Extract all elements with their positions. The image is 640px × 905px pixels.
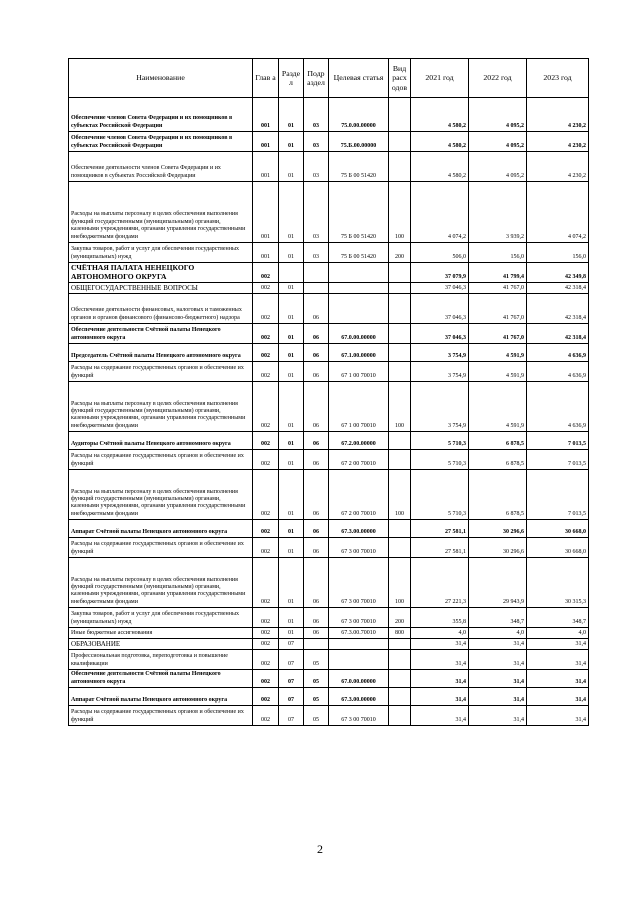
table-row <box>69 324 589 344</box>
cell-exp-type <box>389 432 411 450</box>
cell-2022: 41 767,0 <box>469 324 527 344</box>
cell-chapter: 002 <box>253 450 279 470</box>
header-2022: 2022 год <box>469 59 527 98</box>
cell-2023: 30 668,0 <box>527 520 589 538</box>
cell-target: 75.Б.00.00000 <box>329 132 389 152</box>
cell-2022: 4 095,2 <box>469 152 527 182</box>
cell-target: 67 3 00 70010 <box>329 608 389 628</box>
cell-2023: 31,4 <box>527 688 589 706</box>
header-subsection: Подр аздел <box>304 59 329 98</box>
cell-section: 01 <box>279 294 304 324</box>
cell-subsection: 06 <box>304 470 329 520</box>
cell-section: 01 <box>279 344 304 362</box>
cell-exp-type: 200 <box>389 243 411 263</box>
table-row <box>69 628 589 639</box>
cell-2021: 5 710,3 <box>411 450 469 470</box>
table-row <box>69 382 589 432</box>
cell-target: 75 Б 00 51420 <box>329 152 389 182</box>
cell-target: 67 3 00 70010 <box>329 538 389 558</box>
cell-chapter: 002 <box>253 639 279 650</box>
cell-exp-type <box>389 324 411 344</box>
cell-2021: 31,4 <box>411 706 469 726</box>
cell-2021: 31,4 <box>411 670 469 688</box>
cell-2022: 31,4 <box>469 688 527 706</box>
cell-section: 01 <box>279 520 304 538</box>
table-row <box>69 98 589 132</box>
cell-2021: 5 710,3 <box>411 432 469 450</box>
table-row <box>69 558 589 608</box>
cell-target: 75 Б 00 51420 <box>329 182 389 243</box>
cell-chapter: 002 <box>253 628 279 639</box>
cell-2022: 41 767,0 <box>469 283 527 294</box>
cell-exp-type <box>389 706 411 726</box>
cell-subsection: 06 <box>304 344 329 362</box>
cell-target: 67 1 00 70010 <box>329 362 389 382</box>
cell-section: 07 <box>279 639 304 650</box>
cell-subsection: 03 <box>304 132 329 152</box>
budget-table <box>68 58 589 726</box>
cell-subsection: 06 <box>304 294 329 324</box>
cell-chapter: 002 <box>253 706 279 726</box>
cell-2021: 506,0 <box>411 243 469 263</box>
header-section: Разде л <box>279 59 304 98</box>
cell-chapter: 002 <box>253 432 279 450</box>
cell-name: Иные бюджетные ассигнования <box>69 628 253 639</box>
cell-2021: 37 046,3 <box>411 324 469 344</box>
cell-name: СЧЁТНАЯ ПАЛАТА НЕНЕЦКОГО АВТОНОМНОГО ОКРУГА <box>69 263 253 283</box>
header-exp-type: Вид расх одов <box>389 59 411 98</box>
cell-name: Профессиональная подготовка, переподготовка и повышение квалификации <box>69 650 253 670</box>
cell-chapter: 002 <box>253 344 279 362</box>
table-row <box>69 432 589 450</box>
cell-2023: 42 318,4 <box>527 283 589 294</box>
table-row <box>69 243 589 263</box>
cell-exp-type <box>389 152 411 182</box>
cell-2021: 37 046,3 <box>411 294 469 324</box>
cell-chapter: 002 <box>253 558 279 608</box>
cell-2023: 4 230,2 <box>527 132 589 152</box>
table-row <box>69 639 589 650</box>
cell-name: ОБРАЗОВАНИЕ <box>69 639 253 650</box>
table-row <box>69 344 589 362</box>
cell-name: Обеспечение членов Совета Федерации и их помощников в субъектах Российской Федерации <box>69 132 253 152</box>
cell-chapter: 002 <box>253 263 279 283</box>
cell-chapter: 001 <box>253 182 279 243</box>
cell-2021: 3 754,9 <box>411 362 469 382</box>
cell-subsection: 06 <box>304 324 329 344</box>
cell-2023: 31,4 <box>527 706 589 726</box>
table-row <box>69 182 589 243</box>
cell-2023: 156,0 <box>527 243 589 263</box>
cell-2021: 31,4 <box>411 639 469 650</box>
cell-2021: 4 580,2 <box>411 152 469 182</box>
cell-target: 67 2 00 70010 <box>329 450 389 470</box>
cell-subsection: 06 <box>304 538 329 558</box>
table-row <box>69 520 589 538</box>
cell-chapter: 002 <box>253 670 279 688</box>
cell-2023: 4 636,9 <box>527 382 589 432</box>
cell-2021: 355,8 <box>411 608 469 628</box>
cell-chapter: 002 <box>253 382 279 432</box>
cell-chapter: 001 <box>253 98 279 132</box>
cell-name: ОБЩЕГОСУДАРСТВЕННЫЕ ВОПРОСЫ <box>69 283 253 294</box>
cell-section: 07 <box>279 670 304 688</box>
cell-name: Расходы на содержание государственных органов и обеспечение их функций <box>69 362 253 382</box>
cell-chapter: 002 <box>253 520 279 538</box>
cell-2022: 31,4 <box>469 639 527 650</box>
table-row <box>69 650 589 670</box>
cell-name: Расходы на выплаты персоналу в целях обеспечения выполнения функций государственными (муниципальными) органами, казенными учреждениями, органами управления государственными внебюджетными фондами <box>69 382 253 432</box>
cell-exp-type <box>389 263 411 283</box>
cell-target: 67.3.00.00000 <box>329 688 389 706</box>
header-chapter: Глав а <box>253 59 279 98</box>
cell-2022: 4,0 <box>469 628 527 639</box>
table-row <box>69 688 589 706</box>
cell-target <box>329 263 389 283</box>
cell-section: 01 <box>279 558 304 608</box>
cell-exp-type <box>389 344 411 362</box>
cell-target: 67.3.00.70010 <box>329 628 389 639</box>
table-body <box>69 98 589 726</box>
cell-2021: 3 754,9 <box>411 382 469 432</box>
cell-2021: 37 046,3 <box>411 283 469 294</box>
cell-chapter: 002 <box>253 324 279 344</box>
table-row <box>69 152 589 182</box>
cell-target: 67.1.00.00000 <box>329 344 389 362</box>
cell-2023: 7 013,5 <box>527 450 589 470</box>
cell-section: 01 <box>279 628 304 639</box>
cell-2022: 30 296,6 <box>469 538 527 558</box>
table-row <box>69 538 589 558</box>
cell-name: Расходы на содержание государственных органов и обеспечение их функций <box>69 706 253 726</box>
cell-exp-type <box>389 688 411 706</box>
table-header-row <box>69 59 589 98</box>
header-2023: 2023 год <box>527 59 589 98</box>
cell-2022: 6 878,5 <box>469 470 527 520</box>
cell-exp-type <box>389 294 411 324</box>
cell-section: 01 <box>279 362 304 382</box>
cell-name: Аудиторы Счётной палаты Ненецкого автономного округа <box>69 432 253 450</box>
cell-section: 01 <box>279 538 304 558</box>
cell-chapter: 002 <box>253 650 279 670</box>
cell-subsection: 03 <box>304 98 329 132</box>
cell-2023: 42 318,4 <box>527 294 589 324</box>
cell-section: 07 <box>279 650 304 670</box>
cell-exp-type: 100 <box>389 558 411 608</box>
cell-subsection: 06 <box>304 608 329 628</box>
table-row <box>69 283 589 294</box>
cell-exp-type <box>389 450 411 470</box>
cell-2022: 31,4 <box>469 650 527 670</box>
cell-target: 75.0.00.00000 <box>329 98 389 132</box>
cell-2021: 31,4 <box>411 650 469 670</box>
cell-section: 01 <box>279 182 304 243</box>
cell-exp-type <box>389 538 411 558</box>
cell-chapter: 002 <box>253 362 279 382</box>
cell-target: 67.2.00.00000 <box>329 432 389 450</box>
cell-chapter: 001 <box>253 243 279 263</box>
cell-2021: 4 580,2 <box>411 98 469 132</box>
cell-name: Обеспечение деятельности членов Совета Федерации и их помощников в субъектах Российской Федерации <box>69 152 253 182</box>
cell-section: 01 <box>279 132 304 152</box>
cell-exp-type: 800 <box>389 628 411 639</box>
cell-subsection: 05 <box>304 650 329 670</box>
cell-exp-type: 100 <box>389 470 411 520</box>
cell-target <box>329 639 389 650</box>
cell-chapter: 002 <box>253 294 279 324</box>
cell-chapter: 002 <box>253 608 279 628</box>
cell-2022: 31,4 <box>469 706 527 726</box>
cell-2022: 4 095,2 <box>469 132 527 152</box>
cell-subsection: 06 <box>304 382 329 432</box>
table-row <box>69 470 589 520</box>
cell-target: 75 Б 00 51420 <box>329 243 389 263</box>
cell-subsection: 03 <box>304 152 329 182</box>
cell-2022: 31,4 <box>469 670 527 688</box>
cell-subsection: 03 <box>304 182 329 243</box>
cell-2023: 4 636,9 <box>527 362 589 382</box>
table-row <box>69 450 589 470</box>
cell-section: 01 <box>279 608 304 628</box>
table-row <box>69 706 589 726</box>
cell-2022: 4 591,9 <box>469 382 527 432</box>
cell-subsection <box>304 639 329 650</box>
cell-2022: 6 878,5 <box>469 450 527 470</box>
cell-section: 01 <box>279 432 304 450</box>
cell-section: 01 <box>279 470 304 520</box>
cell-2023: 7 013,5 <box>527 470 589 520</box>
cell-exp-type <box>389 283 411 294</box>
cell-2021: 3 754,9 <box>411 344 469 362</box>
cell-section: 01 <box>279 382 304 432</box>
cell-2022: 3 939,2 <box>469 182 527 243</box>
cell-2022: 4 095,2 <box>469 98 527 132</box>
table-row <box>69 670 589 688</box>
cell-name: Расходы на выплаты персоналу в целях обеспечения выполнения функций государственными (муниципальными) органами, казенными учреждениями, органами управления государственными внебюджетными фондами <box>69 558 253 608</box>
cell-2021: 5 710,3 <box>411 470 469 520</box>
cell-chapter: 001 <box>253 152 279 182</box>
cell-exp-type <box>389 650 411 670</box>
cell-subsection: 06 <box>304 450 329 470</box>
cell-2023: 4,0 <box>527 628 589 639</box>
cell-name: Расходы на содержание государственных органов и обеспечение их функций <box>69 538 253 558</box>
cell-exp-type: 200 <box>389 608 411 628</box>
cell-section: 01 <box>279 98 304 132</box>
cell-target <box>329 283 389 294</box>
cell-name: Аппарат Счётной палаты Ненецкого автономного округа <box>69 520 253 538</box>
cell-subsection: 06 <box>304 558 329 608</box>
cell-2023: 30 315,3 <box>527 558 589 608</box>
cell-chapter: 002 <box>253 470 279 520</box>
cell-subsection: 05 <box>304 670 329 688</box>
cell-name: Расходы на выплаты персоналу в целях обеспечения выполнения функций государственными (муниципальными) органами, казенными учреждениями, органами управления государственными внебюджетными фондами <box>69 470 253 520</box>
cell-2021: 27 581,1 <box>411 538 469 558</box>
cell-2023: 31,4 <box>527 639 589 650</box>
cell-2021: 37 079,9 <box>411 263 469 283</box>
cell-subsection: 03 <box>304 243 329 263</box>
cell-section: 01 <box>279 324 304 344</box>
cell-exp-type: 100 <box>389 182 411 243</box>
cell-name: Аппарат Счётной палаты Ненецкого автономного округа <box>69 688 253 706</box>
cell-2023: 42 318,4 <box>527 324 589 344</box>
cell-2023: 31,4 <box>527 650 589 670</box>
page-number: 2 <box>317 842 323 856</box>
cell-2022: 6 878,5 <box>469 432 527 450</box>
cell-name: Закупка товаров, работ и услуг для обеспечения государственных (муниципальных) нужд <box>69 243 253 263</box>
cell-2022: 156,0 <box>469 243 527 263</box>
cell-subsection: 05 <box>304 706 329 726</box>
cell-2023: 4 230,2 <box>527 152 589 182</box>
header-name: Наименование <box>69 59 253 98</box>
cell-target <box>329 294 389 324</box>
cell-target: 67.0.00.00000 <box>329 324 389 344</box>
cell-target: 67 2 00 70010 <box>329 470 389 520</box>
cell-section: 07 <box>279 688 304 706</box>
cell-2022: 29 943,9 <box>469 558 527 608</box>
cell-section: 07 <box>279 706 304 726</box>
cell-exp-type <box>389 670 411 688</box>
table-row <box>69 132 589 152</box>
cell-target: 67.3.00.00000 <box>329 520 389 538</box>
cell-subsection <box>304 283 329 294</box>
cell-2023: 30 668,0 <box>527 538 589 558</box>
table-row <box>69 263 589 283</box>
cell-2022: 41 799,4 <box>469 263 527 283</box>
cell-name: Расходы на содержание государственных органов и обеспечение их функций <box>69 450 253 470</box>
cell-2023: 4 074,2 <box>527 182 589 243</box>
cell-name: Расходы на выплаты персоналу в целях обеспечения выполнения функций государственными (муниципальными) органами, казенными учреждениями, органами управления государственными внебюджетными фондами <box>69 182 253 243</box>
cell-target: 67 1 00 70010 <box>329 382 389 432</box>
cell-2022: 4 591,9 <box>469 362 527 382</box>
cell-2023: 348,7 <box>527 608 589 628</box>
cell-target <box>329 650 389 670</box>
cell-2023: 4 230,2 <box>527 98 589 132</box>
cell-name: Обеспечение деятельности Счётной палаты Ненецкого автономного округа <box>69 324 253 344</box>
cell-2023: 42 349,8 <box>527 263 589 283</box>
cell-target: 67.0.00.00000 <box>329 670 389 688</box>
cell-subsection: 06 <box>304 432 329 450</box>
cell-chapter: 001 <box>253 132 279 152</box>
cell-chapter: 002 <box>253 688 279 706</box>
cell-subsection <box>304 263 329 283</box>
cell-subsection: 05 <box>304 688 329 706</box>
cell-name: Обеспечение деятельности финансовых, налоговых и таможенных органов и органов финансового (финансово-бюджетного) надзора <box>69 294 253 324</box>
cell-target: 67 3 00 70010 <box>329 558 389 608</box>
cell-chapter: 002 <box>253 283 279 294</box>
cell-2023: 31,4 <box>527 670 589 688</box>
cell-name: Обеспечение деятельности Счётной палаты Ненецкого автономного округа <box>69 670 253 688</box>
table-row <box>69 362 589 382</box>
cell-exp-type <box>389 520 411 538</box>
cell-2021: 31,4 <box>411 688 469 706</box>
cell-chapter: 002 <box>253 538 279 558</box>
cell-exp-type <box>389 639 411 650</box>
table-row <box>69 608 589 628</box>
cell-2021: 4 580,2 <box>411 132 469 152</box>
header-2021: 2021 год <box>411 59 469 98</box>
cell-name: Закупка товаров, работ и услуг для обеспечения государственных (муниципальных) нужд <box>69 608 253 628</box>
cell-name: Председатель Счётной палаты Ненецкого автономного округа <box>69 344 253 362</box>
cell-2022: 41 767,0 <box>469 294 527 324</box>
cell-section: 01 <box>279 152 304 182</box>
cell-section: 01 <box>279 283 304 294</box>
cell-subsection: 06 <box>304 362 329 382</box>
cell-exp-type <box>389 132 411 152</box>
table-row <box>69 294 589 324</box>
cell-exp-type <box>389 98 411 132</box>
cell-subsection: 06 <box>304 520 329 538</box>
header-target: Целевая статья <box>329 59 389 98</box>
cell-2021: 27 581,1 <box>411 520 469 538</box>
cell-2021: 4,0 <box>411 628 469 639</box>
cell-target: 67 3 00 70010 <box>329 706 389 726</box>
cell-2022: 4 591,9 <box>469 344 527 362</box>
cell-name: Обеспечение членов Совета Федерации и их помощников в субъектах Российской Федерации <box>69 98 253 132</box>
cell-section: 01 <box>279 450 304 470</box>
cell-2022: 348,7 <box>469 608 527 628</box>
cell-exp-type <box>389 362 411 382</box>
cell-section: 01 <box>279 243 304 263</box>
cell-section <box>279 263 304 283</box>
cell-2022: 30 296,6 <box>469 520 527 538</box>
cell-exp-type: 100 <box>389 382 411 432</box>
cell-2021: 27 221,3 <box>411 558 469 608</box>
cell-2021: 4 074,2 <box>411 182 469 243</box>
cell-subsection: 06 <box>304 628 329 639</box>
cell-2023: 4 636,9 <box>527 344 589 362</box>
cell-2023: 7 013,5 <box>527 432 589 450</box>
